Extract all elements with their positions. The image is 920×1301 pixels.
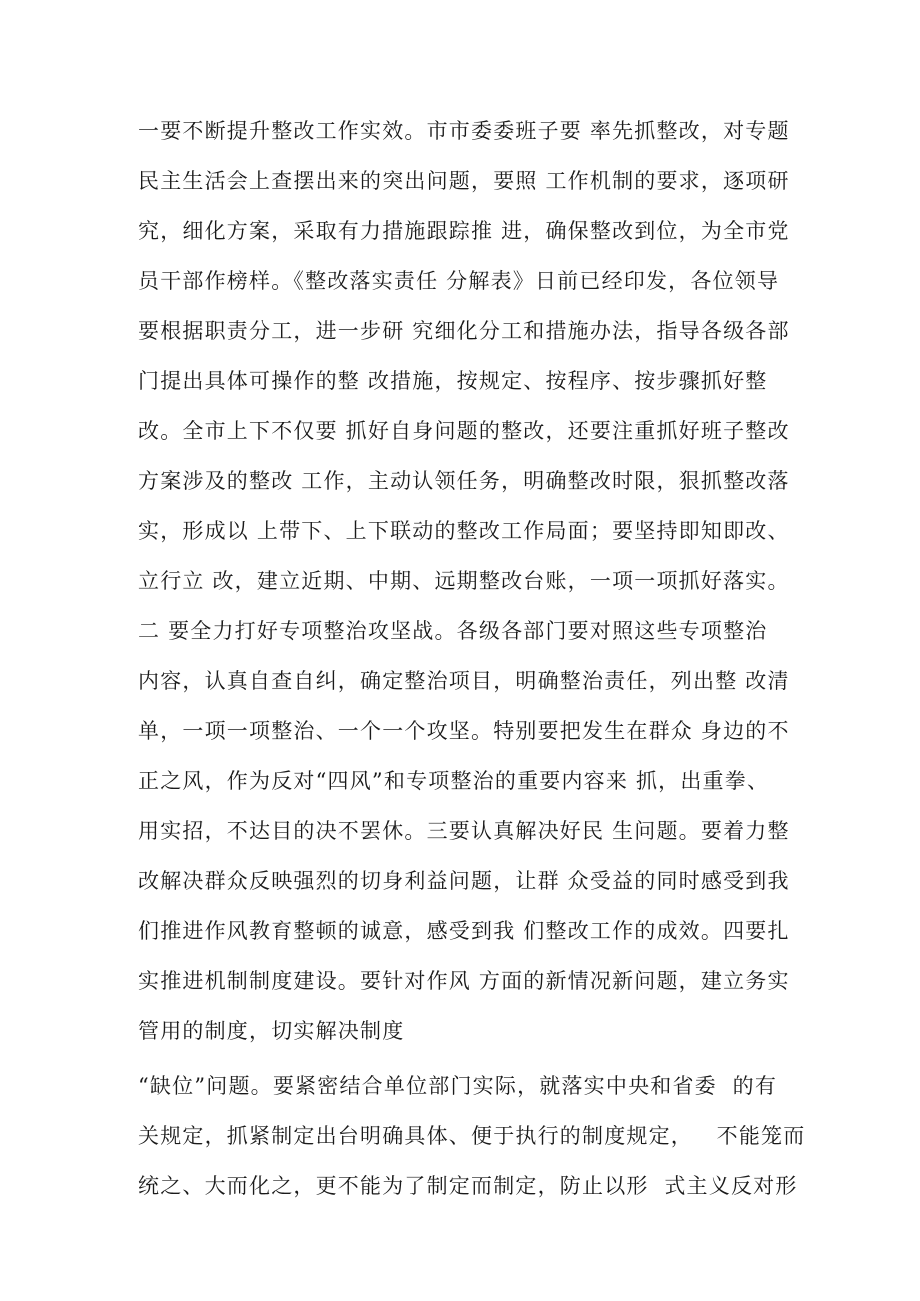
paragraph-line: 民主生活会上查摆出来的突出问题，要照 工作机制的要求，逐项研 (138, 169, 790, 193)
paragraph-line: 一要不断提升整改工作实效。市市委委班子要 率先抓整改，对专题 (138, 119, 790, 143)
paragraph-line: 单，一项一项整治、一个一个攻坚。特别要把发生在群众 身边的不 (138, 719, 790, 743)
paragraph-line: 门提出具体可操作的整 改措施，按规定、按程序、按步骤抓好整 (138, 369, 768, 393)
paragraph-line: 管用的制度，切实解决制度 (138, 1019, 405, 1043)
paragraph-line: 二 要全力打好专项整治攻坚战。各级各部门要对照这些专项整治 (138, 619, 768, 643)
paragraph-line: 立行立 改，建立近期、中期、远期整改台账，一项一项抓好落实。 (138, 569, 790, 593)
paragraph-line: 用实招，不达目的决不罢休。三要认真解决好民 生问题。要着力整 (138, 819, 790, 843)
paragraph-line: 究，细化方案，采取有力措施跟踪推 进，确保整改到位，为全市党 (138, 219, 790, 243)
paragraph-line: 要根据职责分工，进一步研 究细化分工和措施办法，指导各级各部 (138, 319, 790, 343)
paragraph-line: 方案涉及的整改 工作，主动认领任务，明确整改时限，狠抓整改落 (138, 469, 790, 493)
paragraph-line: 改。全市上下不仅要 抓好自身问题的整改，还要注重抓好班子整改 (138, 419, 790, 443)
paragraph-line: 员干部作榜样。《整改落实责任 分解表》日前已经印发，各位领导 (138, 269, 780, 293)
paragraph-line: 实推进机制制度建设。要针对作风 方面的新情况新问题，建立务实 (138, 969, 790, 993)
paragraph-line: “缺位”问题。要紧密结合单位部门实际，就落实中央和省委 的有 (138, 1074, 778, 1098)
paragraph-line: 改解决群众反映强烈的切身利益问题，让群 众受益的同时感受到我 (138, 869, 790, 893)
paragraph-line: 实，形成以 上带下、上下联动的整改工作局面；要坚持即知即改、 (138, 519, 790, 543)
paragraph-line: 们推进作风教育整顿的诚意，感受到我 们整改工作的成效。四要扎 (138, 919, 790, 943)
paragraph-line: 内容，认真自查自纠，确定整治项目，明确整治责任，列出整 改清 (138, 669, 790, 693)
paragraph-line: 正之风，作为反对“四风”和专项整治的重要内容来 抓，出重拳、 (138, 769, 770, 793)
paragraph-line: 关规定，抓紧制定出台明确具体、便于执行的制度规定， 不能笼而 (138, 1124, 806, 1148)
paragraph-line: 统之、大而化之，更不能为了制定而制定，防止以形 式主义反对形 (138, 1174, 798, 1198)
